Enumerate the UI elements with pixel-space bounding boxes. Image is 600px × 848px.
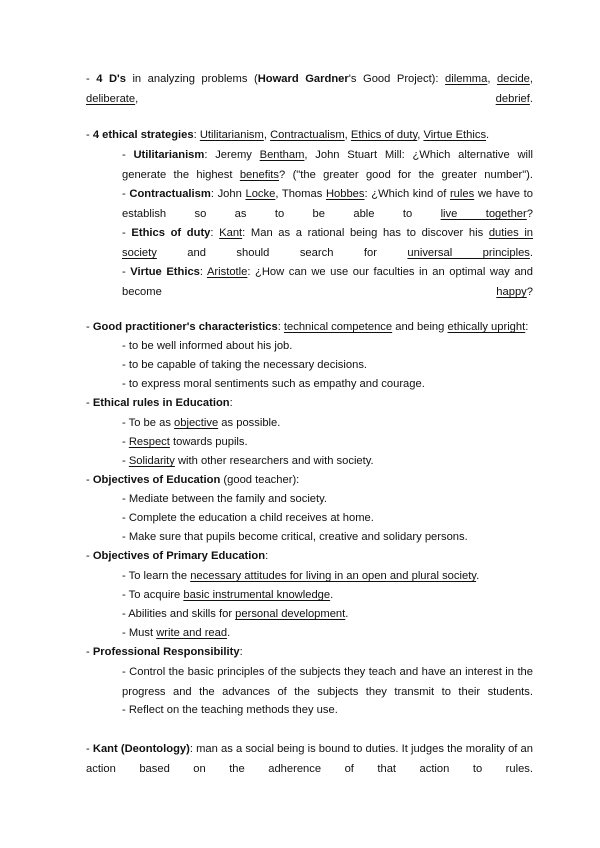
underlined-term: ethically upright — [447, 321, 526, 333]
ethics-of-duty-paragraph: - Ethics of duty: Kant: Man as a rational being has to discover his duties in society and should search for universal principles. — [122, 227, 534, 259]
underlined-term: Locke — [245, 188, 276, 200]
responsibility-heading-line: - Professional Responsibility: — [86, 646, 243, 658]
list-item: - Abilities and skills for personal development. — [122, 608, 349, 620]
underlined-term: rules — [449, 188, 475, 200]
underlined-term: objective — [174, 417, 219, 429]
underlined-term: Hobbes — [325, 188, 365, 200]
objectives-education-heading-line: - Objectives of Education (good teacher): — [86, 474, 300, 486]
underlined-term: Solidarity — [128, 455, 175, 467]
strategy-item: Ethics of duty — [350, 129, 418, 141]
underlined-term: duties in society — [122, 227, 534, 259]
ethical-rules-heading: Ethical rules in Education — [92, 397, 230, 409]
list-item: - Control the basic principles of the subjects they teach and have an interest in the progress and the advances of the subjects they transmit to their students. — [122, 666, 533, 698]
underlined-term: technical competence — [283, 321, 393, 333]
strategy-item: Contractualism — [270, 129, 345, 141]
list-item: - To acquire basic instrumental knowledge. — [122, 589, 334, 601]
objectives-education-heading: Objectives of Education — [92, 474, 221, 486]
underlined-term: Aristotle — [206, 266, 248, 278]
underlined-term: Bentham — [259, 149, 305, 161]
underlined-term: Respect — [128, 436, 170, 448]
list-item: - Mediate between the family and society. — [122, 493, 328, 505]
virtue-ethics-paragraph: - Virtue Ethics: Aristotle: ¿How can we use our faculties in an optimal way and become happy? — [122, 266, 533, 298]
practitioner-heading-line: - Good practitioner's characteristics: technical competence and being ethically upright: — [86, 321, 529, 333]
four-ds-item: deliberate — [86, 93, 136, 105]
responsibility-heading: Professional Responsibility — [92, 646, 240, 658]
kant-heading: Kant (Deontology) — [92, 743, 190, 755]
utilitarianism-paragraph: - Utilitarianism: Jeremy Bentham, John Stuart Mill: ¿Which alternative will generate the highest benefits? ("the greater good for the greater number"). — [122, 149, 534, 181]
strategies-heading: 4 ethical strategies — [92, 129, 194, 141]
underlined-term: write and read — [156, 627, 228, 639]
underlined-term: basic instrumental knowledge — [183, 589, 331, 601]
contractualism-paragraph: - Contractualism: John Locke, Thomas Hobbes: ¿Which kind of rules we have to establish so as to be able to live together? — [122, 188, 533, 220]
four-ds-item: dilemma — [445, 73, 488, 85]
four-ds-author: Howard Gardner — [257, 73, 349, 85]
list-item: - To learn the necessary attitudes for living in an open and plural society. — [122, 570, 480, 582]
list-item: - To be as objective as possible. — [122, 417, 281, 429]
list-item: - Reflect on the teaching methods they use. — [122, 704, 338, 716]
underlined-term: happy — [496, 286, 527, 298]
list-item: - to be capable of taking the necessary decisions. — [122, 359, 368, 371]
ethical-rules-heading-line: - Ethical rules in Education: — [86, 397, 233, 409]
list-item: - Make sure that pupils become critical, creative and solidary persons. — [122, 531, 468, 543]
list-item: - to be well informed about his job. — [122, 340, 293, 352]
objectives-primary-heading: Objectives of Primary Education — [92, 550, 266, 562]
four-ds-heading: 4 D's — [96, 73, 126, 85]
list-item: - Complete the education a child receives at home. — [122, 512, 374, 524]
contractualism-term: Contractualism — [129, 188, 211, 200]
strategies-heading-line: - 4 ethical strategies: Utilitarianism, Contractualism, Ethics of duty, Virtue Ethics. — [86, 129, 490, 141]
four-ds-paragraph: - 4 D's in analyzing problems (Howard Gardner's Good Project): dilemma, decide, deliberate, debrief. — [86, 73, 534, 105]
ethics-of-duty-term: Ethics of duty — [131, 227, 211, 239]
list-item: - Must write and read. — [122, 627, 231, 639]
strategy-item: Utilitarianism — [199, 129, 264, 141]
underlined-term: live together — [440, 208, 527, 220]
underlined-term: personal development — [235, 608, 346, 620]
utilitarianism-term: Utilitarianism — [133, 149, 205, 161]
list-item: - Respect towards pupils. — [122, 436, 248, 448]
four-ds-item: decide — [496, 73, 530, 85]
virtue-ethics-term: Virtue Ethics — [130, 266, 200, 278]
kant-paragraph: - Kant (Deontology): man as a social being is bound to duties. It judges the morality of an action based on the adherence of that action to rules. — [86, 743, 533, 775]
underlined-term: benefits — [239, 169, 280, 181]
four-ds-item: debrief — [495, 93, 530, 105]
strategy-item: Virtue Ethics — [423, 129, 487, 141]
list-item: - to express moral sentiments such as empathy and courage. — [122, 378, 425, 390]
practitioner-heading: Good practitioner's characteristics — [92, 321, 278, 333]
underlined-term: Kant — [219, 227, 243, 239]
underlined-term: universal principles — [407, 247, 530, 259]
underlined-term: necessary attitudes for living in an open and plural society — [190, 570, 477, 582]
list-item: - Solidarity with other researchers and with society. — [122, 455, 374, 467]
objectives-primary-heading-line: - Objectives of Primary Education: — [86, 550, 269, 562]
